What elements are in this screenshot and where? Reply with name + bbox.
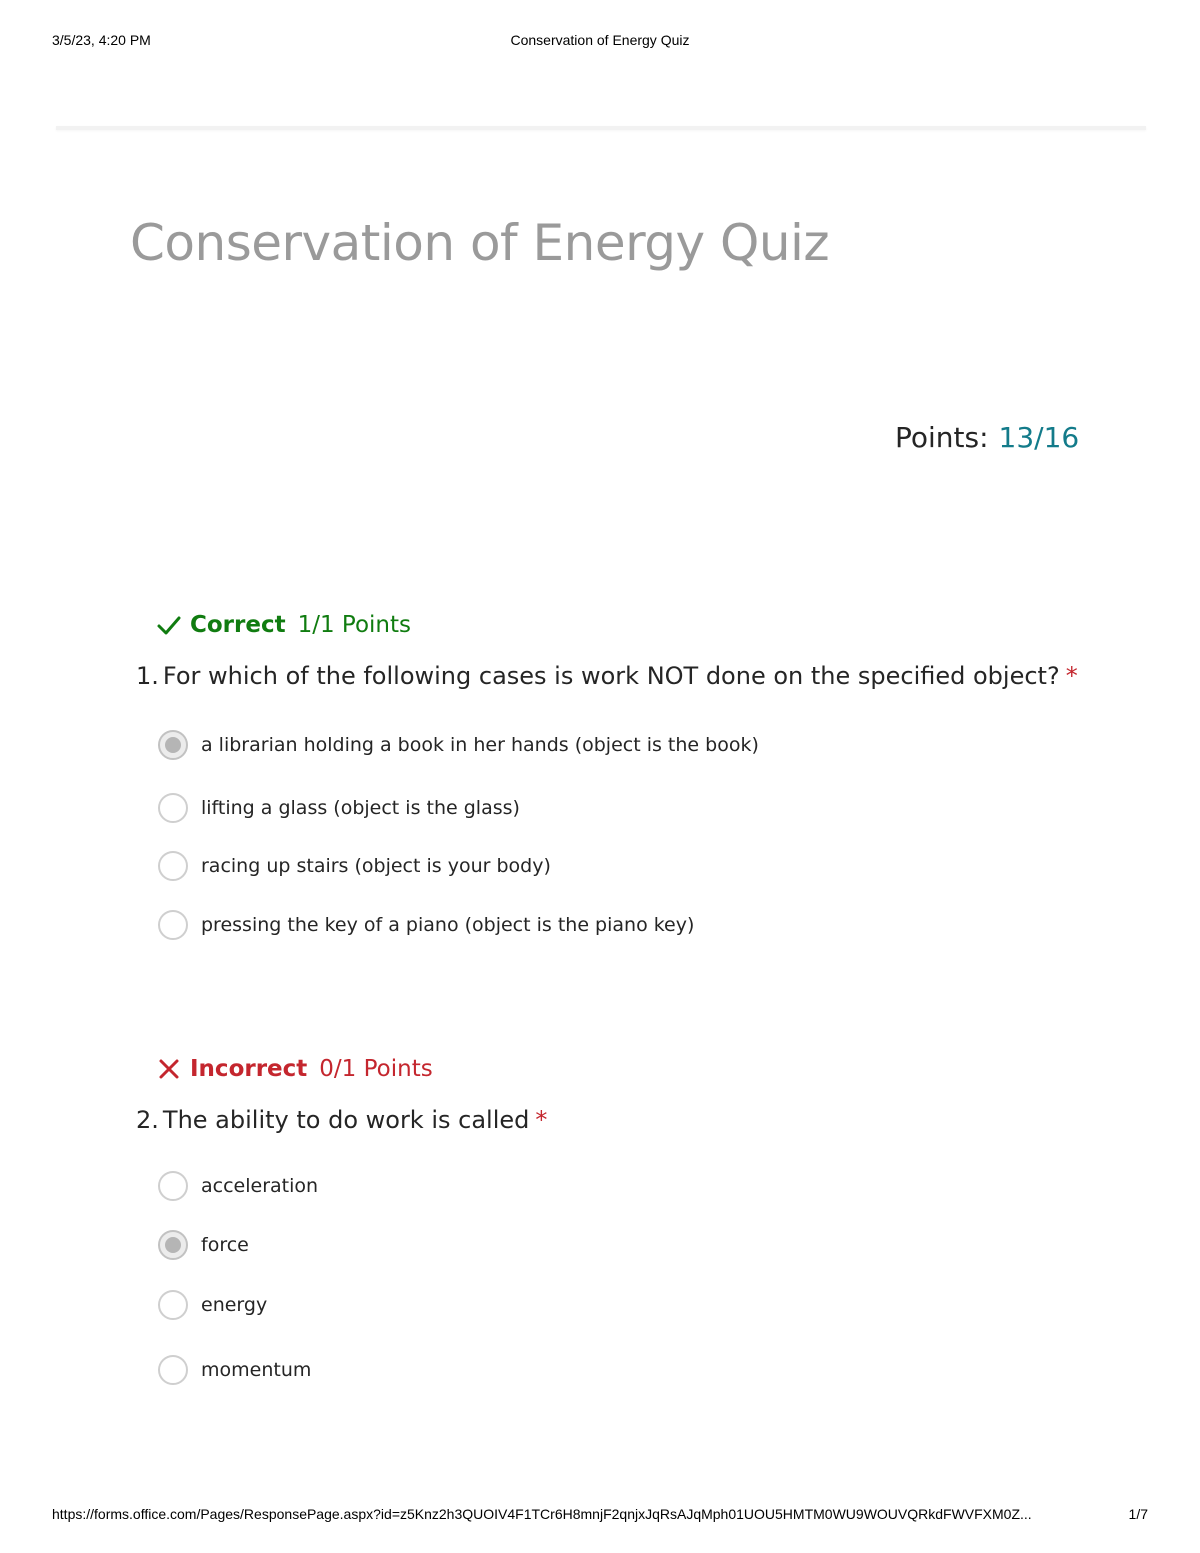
radio-unselected[interactable]	[158, 1171, 188, 1201]
question-1-result	[156, 608, 411, 642]
question-1-text	[136, 662, 1078, 690]
option-label: acceleration	[201, 1175, 319, 1197]
option-radio[interactable]	[158, 1288, 267, 1322]
option-radio[interactable]	[158, 1353, 311, 1387]
checkmark-icon	[156, 612, 182, 638]
print-url: https://forms.office.com/Pages/ResponsePage.aspx?id=z5Knz2h3QUOIV4F1TCr6H8mnjF2qnjxJqRsAJqMph01UOU5HMTM0WU9WOUVQRkdFWVFXM0Z...	[52, 1506, 1032, 1522]
option-label: racing up stairs (object is your body)	[201, 855, 551, 877]
radio-unselected[interactable]	[158, 1290, 188, 1320]
result-status: Incorrect	[190, 1056, 308, 1082]
required-marker: *	[1065, 662, 1078, 690]
radio-selected[interactable]	[158, 730, 188, 760]
question-2-text	[136, 1106, 547, 1134]
radio-unselected[interactable]	[158, 851, 188, 881]
result-points: 0/1 Points	[319, 1056, 433, 1082]
question-number: 1.	[136, 662, 159, 690]
option-label: pressing the key of a piano (object is the piano key)	[201, 914, 695, 936]
print-doc-title: Conservation of Energy Quiz	[510, 32, 690, 48]
option-radio[interactable]	[158, 908, 694, 942]
required-marker: *	[535, 1106, 548, 1134]
header-divider	[56, 126, 1146, 130]
print-footer	[52, 1506, 1148, 1526]
question-prompt: For which of the following cases is work NOT done on the specified object?	[162, 662, 1060, 690]
x-icon	[156, 1056, 182, 1082]
option-label: lifting a glass (object is the glass)	[201, 797, 520, 819]
option-radio[interactable]	[158, 1228, 249, 1262]
radio-unselected[interactable]	[158, 910, 188, 940]
option-radio[interactable]	[158, 849, 551, 883]
question-2-result	[156, 1052, 433, 1086]
option-label: a librarian holding a book in her hands (object is the book)	[201, 734, 759, 756]
radio-selected[interactable]	[158, 1230, 188, 1260]
option-radio[interactable]	[158, 791, 520, 825]
points-value: 13/16	[998, 421, 1080, 454]
option-label: momentum	[201, 1359, 312, 1381]
option-radio[interactable]	[158, 728, 759, 762]
option-radio[interactable]	[158, 1169, 318, 1203]
page-title: Conservation of Energy Quiz	[130, 214, 830, 272]
points-label: Points:	[895, 421, 989, 454]
print-page-number: 1/7	[1128, 1506, 1148, 1522]
radio-unselected[interactable]	[158, 793, 188, 823]
radio-unselected[interactable]	[158, 1355, 188, 1385]
option-label: energy	[201, 1294, 268, 1316]
total-points	[895, 421, 1079, 454]
question-prompt: The ability to do work is called	[162, 1106, 530, 1134]
option-label: force	[201, 1234, 249, 1256]
question-number: 2.	[136, 1106, 159, 1134]
result-points: 1/1 Points	[297, 612, 412, 638]
result-status: Correct	[190, 612, 286, 638]
print-header	[52, 32, 1148, 52]
print-datetime: 3/5/23, 4:20 PM	[52, 32, 151, 48]
